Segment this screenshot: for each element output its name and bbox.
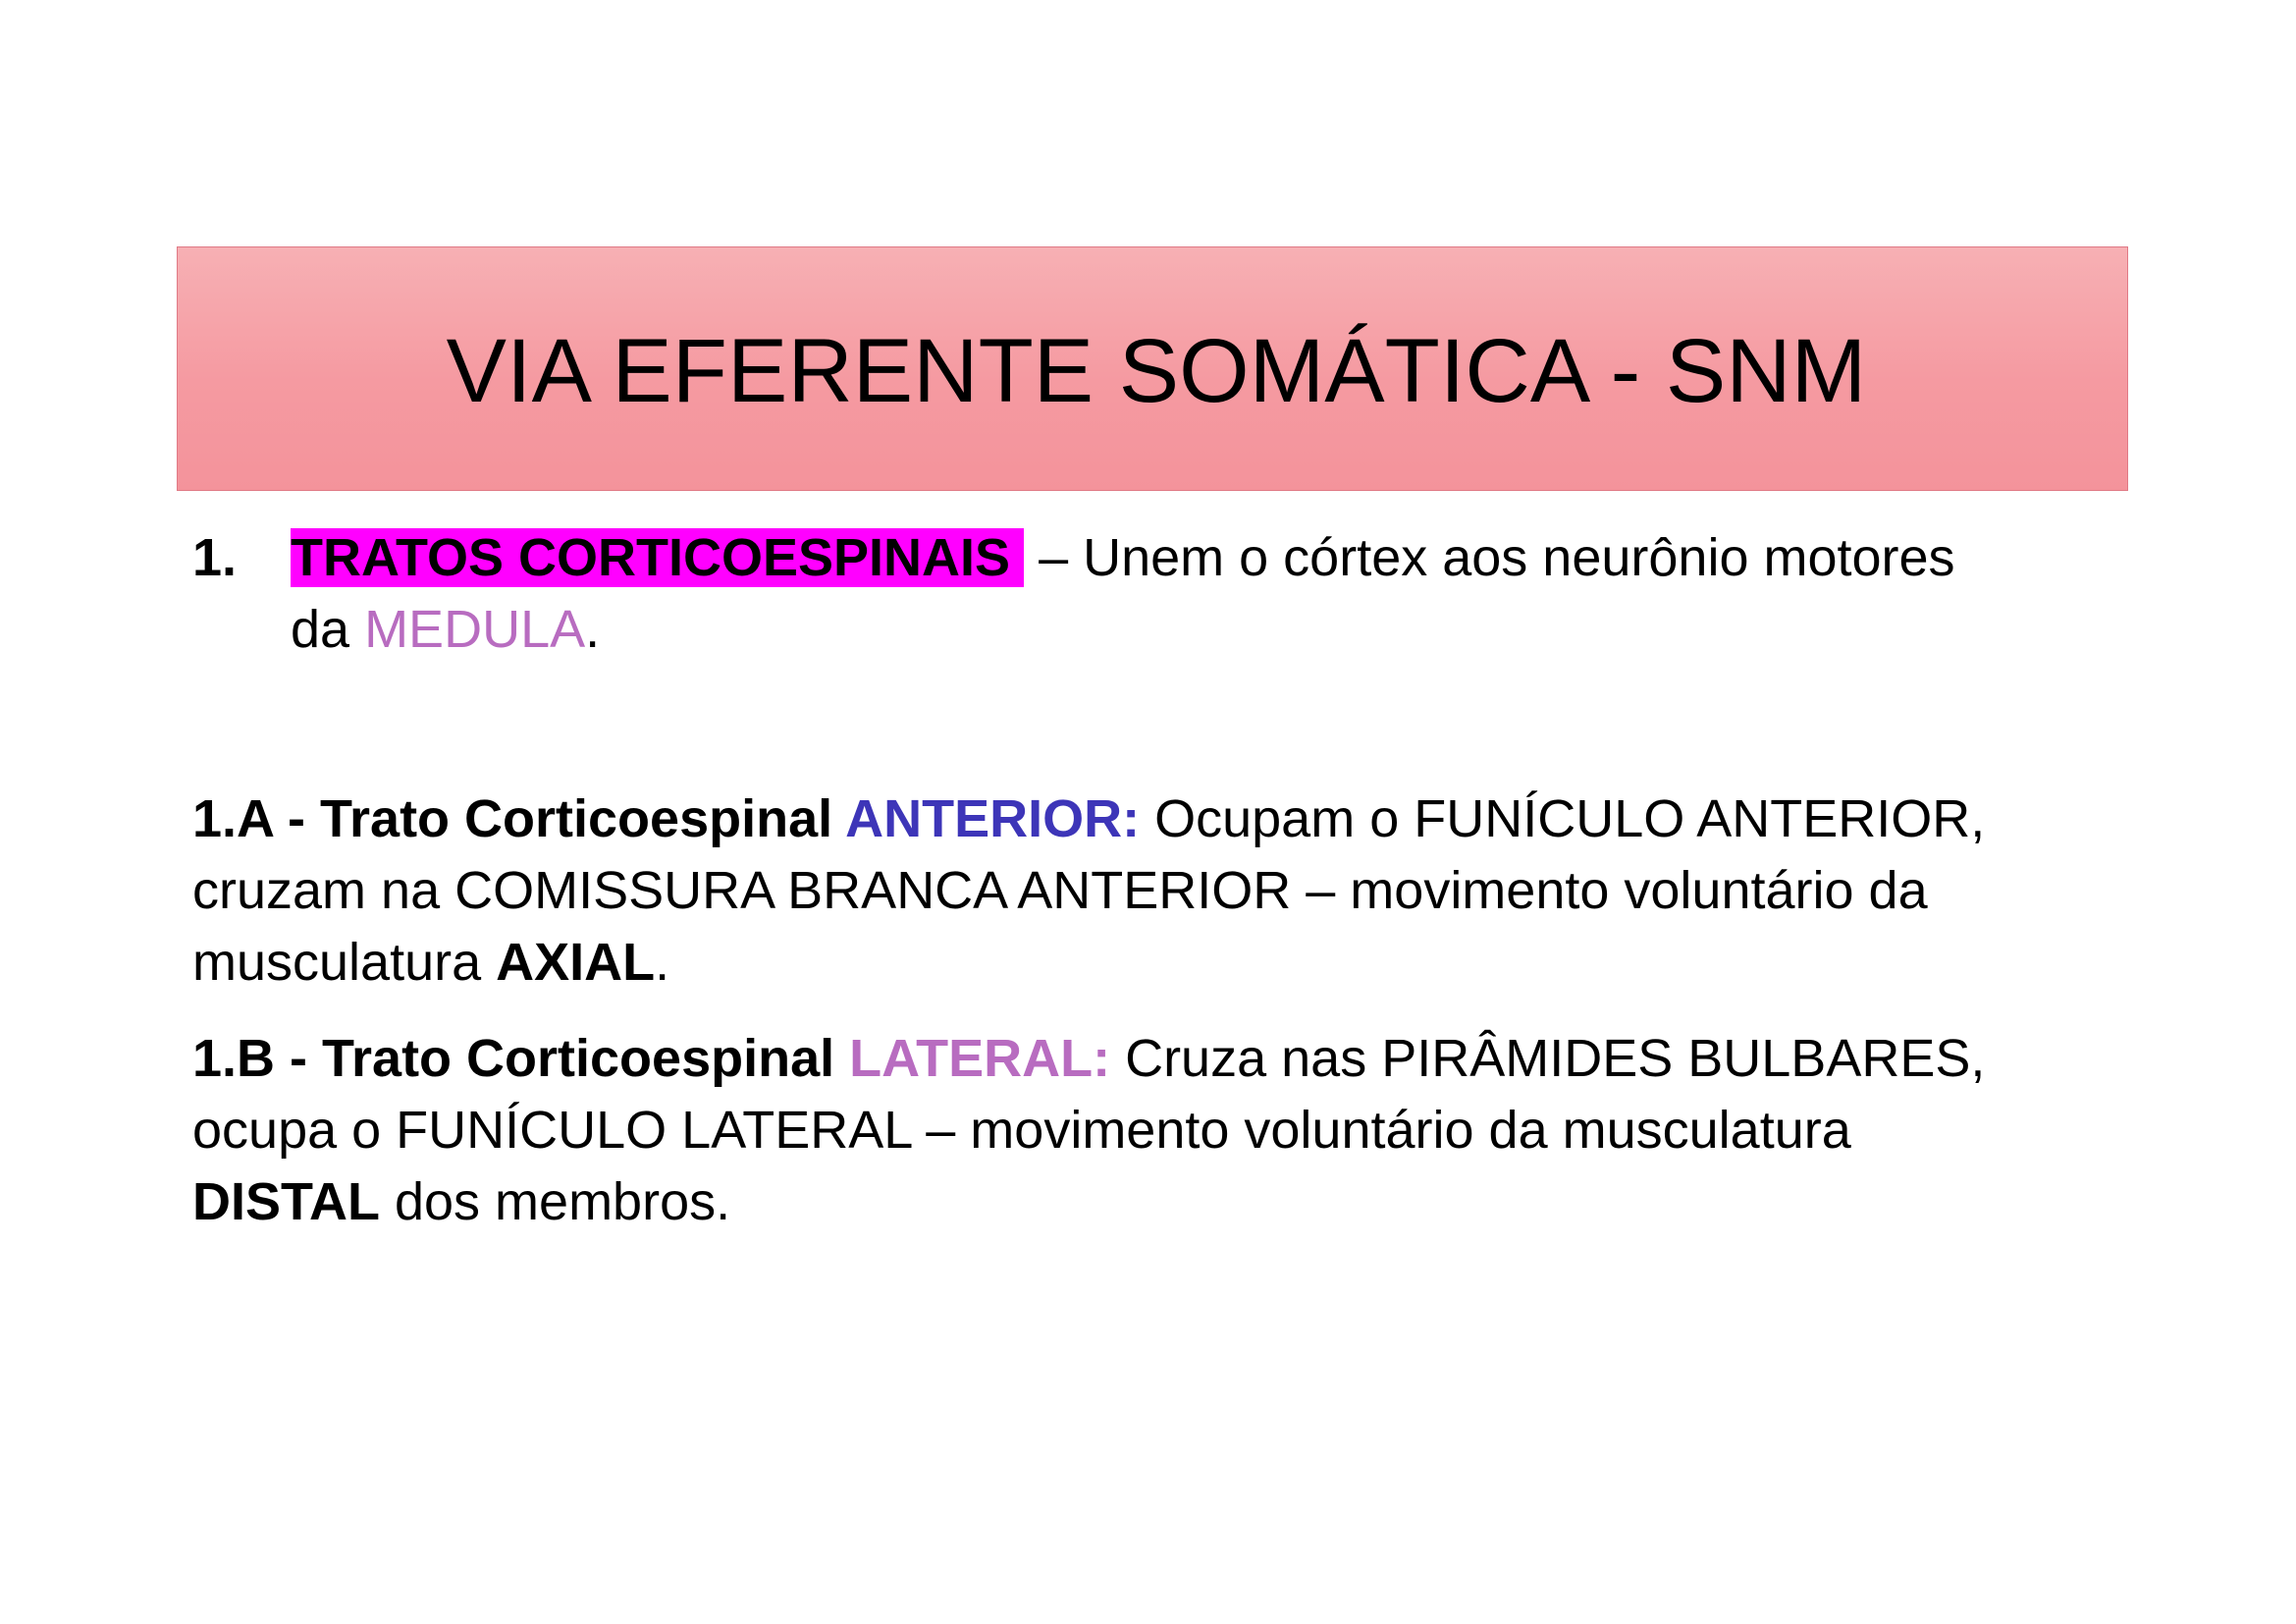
- paragraph-1b-label: 1.B - Trato Corticoespinal: [192, 1029, 850, 1088]
- list-number: 1.: [192, 528, 238, 587]
- paragraph-1b-line-3: [192, 1166, 1985, 1238]
- paragraph-1b-line-1-rest: Cruza nas PIRÂMIDES BULBARES,: [1110, 1029, 1986, 1088]
- lateral-keyword: LATERAL:: [849, 1029, 1111, 1088]
- axial-term: AXIAL: [496, 933, 656, 992]
- medula-term: MEDULA: [364, 600, 586, 659]
- list-item-1-text: – Unem o córtex aos neurônio motores: [1024, 528, 1955, 587]
- paragraph-1a-line-1: [192, 784, 1985, 855]
- paragraph-1a-line-3-start: musculatura: [192, 933, 497, 992]
- paragraph-1a: [192, 784, 1985, 999]
- paragraph-1a-line-3: [192, 927, 1985, 999]
- highlighted-term: TRATOS CORTICOESPINAIS: [291, 528, 1024, 587]
- paragraph-1b-line-1: [192, 1023, 1985, 1095]
- distal-term: DISTAL: [192, 1172, 380, 1231]
- slide-title: VIA EFERENTE SOMÁTICA - SNM: [446, 320, 1867, 421]
- paragraph-1a-line-1-rest: Ocupam o FUNÍCULO ANTERIOR,: [1140, 789, 1986, 848]
- paragraph-1b: [192, 1023, 1985, 1238]
- paragraph-1a-line-3-end: .: [655, 933, 670, 992]
- paragraph-1b-line-2: ocupa o FUNÍCULO LATERAL – movimento voluntário da musculatura: [192, 1101, 1851, 1160]
- paragraph-1b-line-3-end: dos membros.: [379, 1172, 731, 1231]
- list-item-1-end: .: [585, 600, 601, 659]
- anterior-keyword: ANTERIOR:: [845, 789, 1141, 848]
- list-item-1: [291, 522, 1955, 666]
- list-item-1-text-b: da: [291, 600, 365, 659]
- paragraph-1a-label: 1.A - Trato Corticoespinal: [192, 789, 846, 848]
- paragraph-1a-line-2: cruzam na COMISSURA BRANCA ANTERIOR – movimento voluntário da: [192, 861, 1928, 920]
- title-banner: [177, 246, 2128, 491]
- list-item-1-line-1: [291, 522, 1955, 594]
- list-item-1-line-2: [291, 594, 1955, 666]
